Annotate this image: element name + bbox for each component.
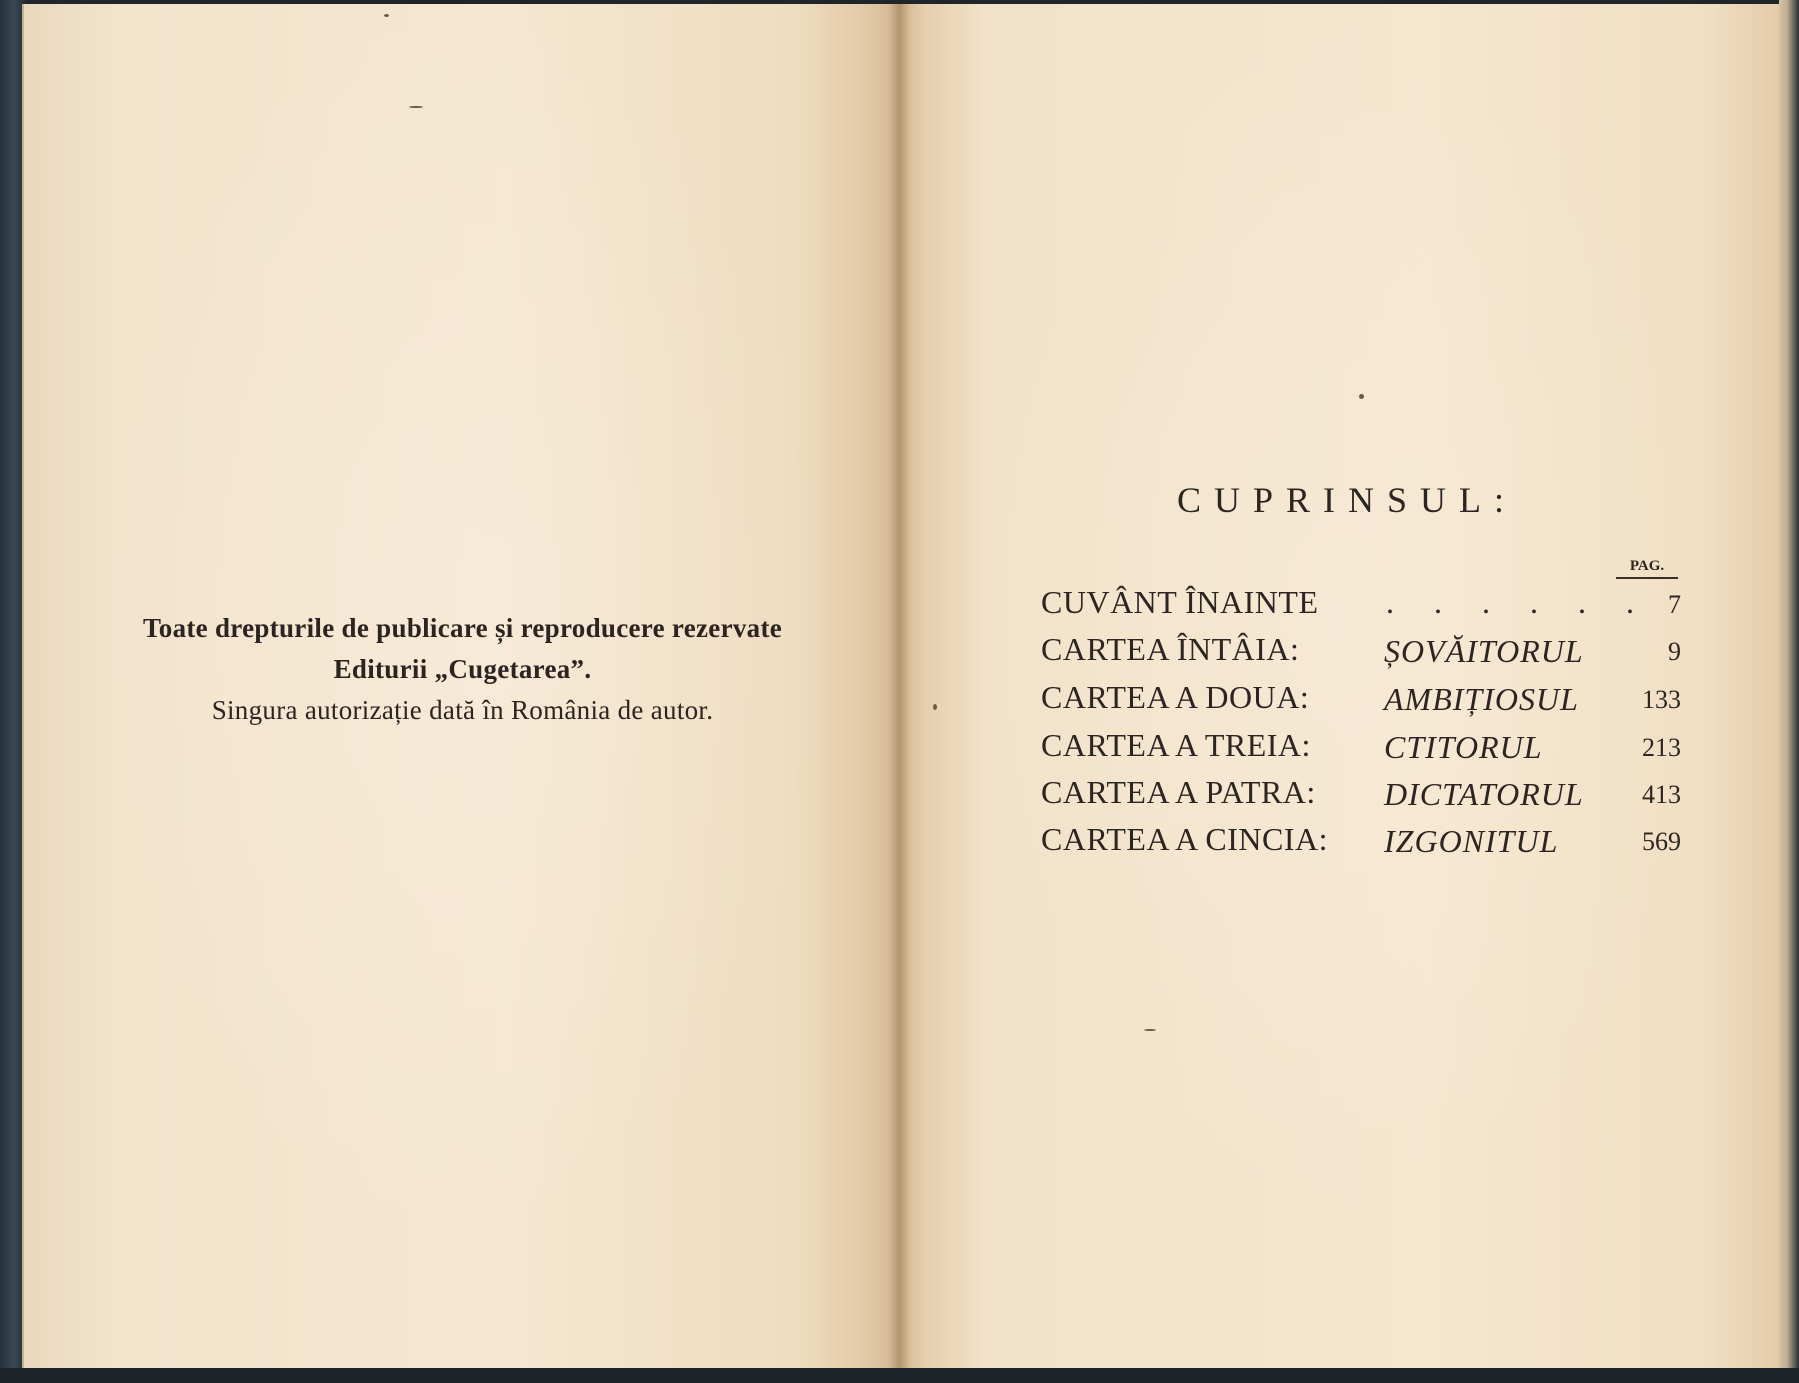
rights-notice-line-3: Singura autorizație dată în România de autor. [211,695,714,725]
toc-entry [1041,631,1681,675]
toc-entry [1041,727,1681,771]
toc-entry [1041,774,1681,818]
paper-speck [384,14,389,17]
toc-entry-title: DICTATORUL [1384,776,1584,812]
toc-entry-page: 9 [1668,637,1681,666]
toc-entry-label: CARTEA ÎNTÂIA: [1041,631,1300,667]
rights-notice-line-2: Editurii „Cugetarea”. [333,654,592,684]
paper-speck [1144,1029,1156,1031]
toc-entry-page: 569 [1642,827,1681,856]
rights-notice [24,608,901,731]
toc-entry [1041,679,1681,723]
toc-entry-title: CTITORUL [1384,729,1543,765]
toc-entry-leader-dots: . . . . . . [1386,584,1650,620]
page-column-header: PAG. [1616,558,1678,579]
paper-speck [409,106,423,108]
toc-entry-title: AMBIȚIOSUL [1384,681,1579,717]
toc-title: CUPRINSUL: [1177,480,1518,520]
toc-entry-page: 133 [1642,685,1681,714]
toc-entry-page: 213 [1642,733,1681,762]
rights-notice-line-1: Toate drepturile de publicare și reproducere rezervate [142,613,783,643]
toc-entry-label: CARTEA A CINCIA: [1041,821,1328,857]
paper-speck [933,704,937,710]
toc-entry-title: ȘOVĂITORUL [1384,633,1584,669]
toc-entry [1041,584,1681,628]
book-fore-edge [1779,0,1799,1383]
toc-entry-title: IZGONITUL [1384,823,1559,859]
right-page [899,4,1779,1368]
toc-entry-label: CUVÂNT ÎNAINTE [1041,584,1319,620]
toc-entry-label: CARTEA A TREIA: [1041,727,1311,763]
paper-speck [1359,394,1364,399]
book-gutter [888,4,910,1368]
toc-entry-label: CARTEA A PATRA: [1041,774,1316,810]
toc-entry [1041,821,1681,865]
left-page [22,4,901,1368]
book-bottom-edge [0,1368,1799,1383]
toc-entry-page: 7 [1668,590,1681,619]
toc-entry-label: CARTEA A DOUA: [1041,679,1310,715]
toc-entry-page: 413 [1642,780,1681,809]
